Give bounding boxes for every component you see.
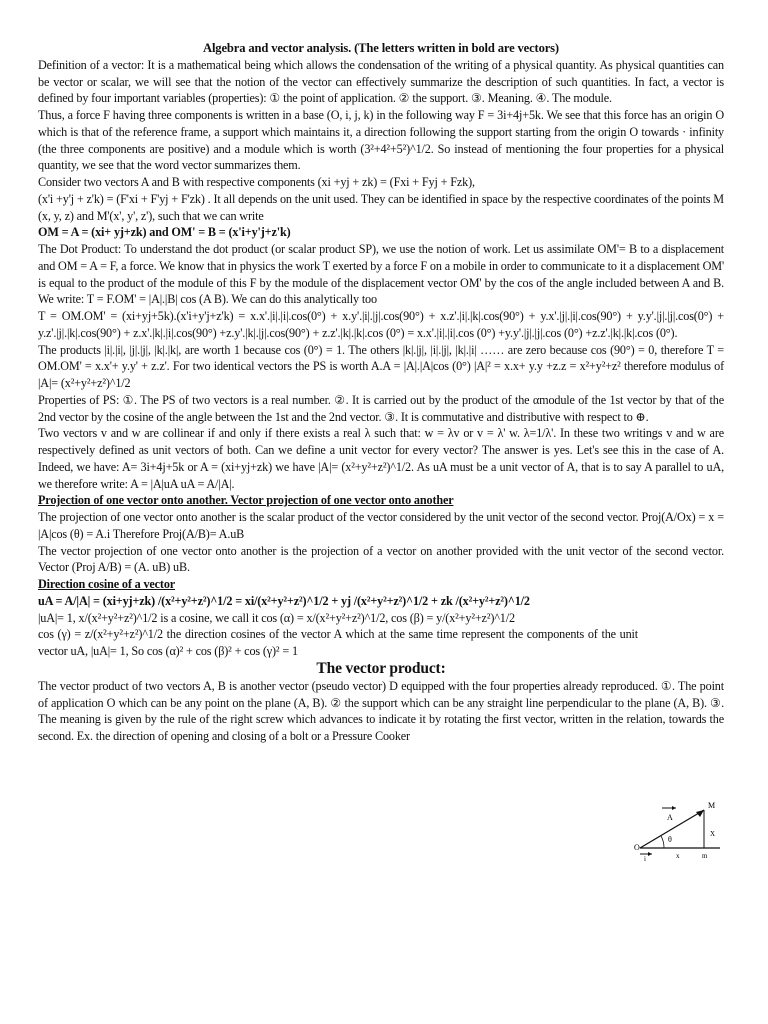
label-origin: O (634, 843, 640, 852)
label-m-lower: m (702, 852, 708, 860)
equation-unit-vector: uA = A/|A| = (xi+yj+zk) /(x²+y²+z²)^1/2 = xi/(x²+y²+z²)^1/2 + yj /(x²+y²+z²)^1/2 + zk /(x²+y²+z²)^1/2 (38, 593, 530, 608)
label-m-upper: M (708, 801, 716, 810)
vector-diagram (634, 800, 724, 862)
paragraph-dot-product: The Dot Product: To understand the dot product (or scalar product SP), we use the notion of work. Let us assimilate OM'= B to a displacement and OM = A = F, a force. We know that in physics the work T exerted by a force F on a mobile in order to communicate to it a displacement OM' is equal to the product of the module of this F by the module of the displacement vector OM' by the cos of the angle included between A and B. We write: T = F.OM' = |A|.|B| cos (A B). We can do this analytically too (38, 242, 725, 307)
label-x: x (676, 852, 680, 860)
direction-cosine-figure (634, 800, 724, 862)
paragraph-vector-definition: Definition of a vector: It is a mathematical being which allows the condensation of the writing of a physical quantity. As physical quantities can be vector or scalar, we will see that the notion of the vector can effectively summarize the description of such quantities. In fact, a vector is defined by four important variables (properties): ① the point of application. ② the support. ③. Meaning. ④. The module. (38, 57, 724, 106)
document-page (38, 40, 724, 745)
angle-arc (661, 836, 664, 848)
label-i: i (644, 855, 646, 862)
arrow-over-a-head (672, 806, 676, 810)
heading-direction-cosine: Direction cosine of a vector (38, 577, 176, 591)
label-x-upper: X (710, 830, 716, 838)
unit-vector-i-head (648, 852, 652, 856)
heading-projection: Projection of one vector onto another. Vector projection of one vector onto another (38, 493, 454, 508)
equation-om: OM = A = (xi+ yj+zk) and OM' = B = (x'i+y'j+z'k) (38, 225, 291, 240)
paragraph-vector-product: The vector product of two vectors A, B is another vector (pseudo vector) D equipped with the four properties already reproduced. ①. The point of application O which can be any point on the plane (A, B). ② the support which can be any straight line perpendicular to the plane (A, B). ③. The meaning is given by the rule of the right screw which advances to indicate it by rotating the first vector, written in the relation, towards the second. Ex. the direction of opening and closing of a bolt or a Pressure Cooker (38, 678, 724, 743)
paragraph-coordinates: (x'i +y'j + z'k) = (F'xi + F'yj + F'zk) . It all depends on the unit used. They can be identified in space by the respective coordinates of the points M (x, y, z) and M'(x', y', z'), such that we can write (38, 191, 724, 223)
paragraph-direction-cosines: cos (γ) = z/(x²+y²+z²)^1/2 the direction cosines of the vector A which at the same time represent the components of the unit vector uA, |uA|= 1, So cos (α)² + cos (β)² + cos (γ)² = 1 (38, 627, 638, 658)
paragraph-two-vectors: Consider two vectors A and B with respective components (xi +yj + zk) = (Fxi + Fyj + Fzk), (38, 175, 475, 189)
vector-a-arrowhead (696, 810, 704, 817)
label-theta: θ (668, 835, 672, 844)
paragraph-ps-properties: Properties of PS: ①. The PS of two vectors is a real number. ②. It is carried out by the product of the αmodule of the 1st vector by that of the 2nd vector by the cosine of the angle between the 1st and the 2nd vector. ③. It is commutative and distributive with respect to ⊕. (38, 392, 724, 424)
paragraph-unit-products: The products |i|.|i|, |j|.|j|, |k|.|k|, are worth 1 because cos (0°) = 1. The others |k|.|j|, |i|.|j|, |k|.|i| …… are zero because cos (90°) = 0, therefore T = OM.OM' = x.x'+ y.y' + z.z'. For two identical vectors the PS is worth A.A = |A|.|A|cos (0°) |A|² = x.x+ y.y +z.z = x²+y²+z² therefore modulus of |A|= (x²+y²+z²)^1/2 (38, 342, 724, 390)
paragraph-collinear-vectors: Two vectors v and w are collinear if and only if there exists a real λ such that: w = λv or v = λ' w. λ=1/λ'. In these two writings v and w are respectively defined as unit vectors of both. Can we define a unit vector for every vector? The answer is yes. Let's see this in the case of A. Indeed, we have: A= 3i+4j+5k or A = (xi+yj+zk) we have |A|= (x²+y²+z²)^1/2. As uA must be a unit vector of A, that is to say A parallel to uA, we therefore write: A = |A|uA uA = A/|A|. (38, 426, 724, 491)
paragraph-cosines: |uA|= 1, x/(x²+y²+z²)^1/2 is a cosine, we call it cos (α) = x/(x²+y²+z²)^1/2, cos (β) = y/(x²+y²+z²)^1/2 (38, 610, 515, 625)
paragraph-force-example: Thus, a force F having three components is written in a base (O, i, j, k) in the following way F = 3i+4j+5k. We see that this force has an origin O which is that of the reference frame, a support which maintains it, a direction following the support starting from the origin O towards · infinity (the three components are positive) and a module which is worth (3²+4²+5²)^1/2. So instead of mentioning the four properties for a physical quantity, we see that the word vector summarizes them. (38, 108, 724, 173)
equation-dot-product-expansion: T = OM.OM' = (xi+yj+5k).(x'i+y'j+z'k) = x.x'.|i|.|i|.cos(0°) + x.y'.|i|.|j|.cos(90°) + x.z'.|i|.|k|.cos(90°) + y.x'.|j|.|i|.cos(90°) + y.y'.|j|.|j|.cos(0°) + y.z'.|j|.|k|.cos(90°) + z.x'.|k|.|i|.cos(90°) +z.y'.|k|.|j|.cos(90°) + z.z'.|k|.|k|.cos (0°) = x.x'.|i|.|i|.cos (0°) +y.y'.|j|.|j|.cos (0°) +z.z'.|k|.|k|.cos (0°). (38, 309, 724, 340)
document-title: Algebra and vector analysis. (The letters written in bold are vectors) (203, 41, 559, 55)
paragraph-projection-scalar: The projection of one vector onto another is the scalar product of the vector considered by the unit vector of the second vector. Proj(A/Ox) = x = |A|cos (θ) = A.i Therefore Proj(A/B)= A.uB (38, 510, 724, 541)
label-a: A (667, 813, 673, 822)
heading-vector-product: The vector product: (316, 659, 446, 677)
paragraph-projection-vector: The vector projection of one vector onto another is the projection of a vector on another provided with the unit vector of the second vector. Vector (Proj A/B) = (A. uB) uB. (38, 543, 724, 575)
